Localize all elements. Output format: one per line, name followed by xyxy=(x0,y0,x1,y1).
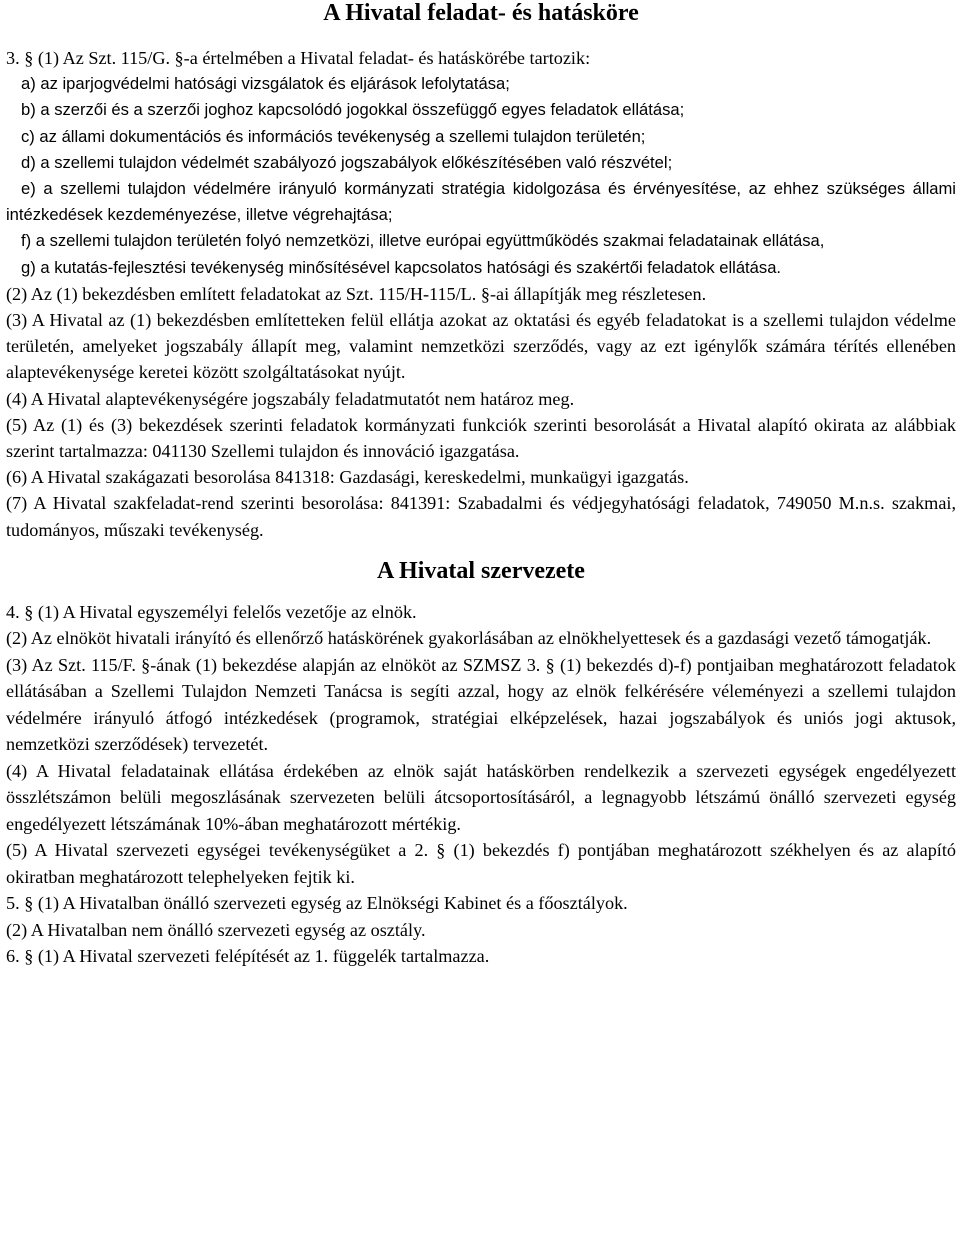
paragraph-6-1: 6. § (1) A Hivatal szervezeti felépítését az 1. függelék tartalmazza. xyxy=(6,946,490,967)
list-item-e: e) a szellemi tulajdon védelmére irányuló kormányzati stratégia kidolgozása és érvényesítése, az ehhez szükséges állami intézkedések kezdeményezése, illetve végrehajtása; xyxy=(6,179,956,225)
paragraph-3-7: (7) A Hivatal szakfeladat-rend szerinti besorolása: 841391: Szabadalmi és védjegyhatósági feladatok, 749050 M.n.s. szakmai, tudományos, műszaki tevékenység. xyxy=(6,493,956,540)
paragraph-4-5: (5) A Hivatal szervezeti egységei tevékenységüket a 2. § (1) bekezdés f) pontjában meghatározott székhelyen és az alapító okiratban meghatározott telephelyeken fejtik ki. xyxy=(6,840,956,887)
paragraph-3-2: (2) Az (1) bekezdésben említett feladatokat az Szt. 115/H-115/L. §-ai állapítják meg részletesen. xyxy=(6,283,707,304)
paragraph-4-2: (2) Az elnököt hivatali irányító és ellenőrző hatáskörének gyakorlásában az elnökhelyettesek és a gazdasági vezető támogatják. xyxy=(6,628,932,649)
paragraph-3-4: (4) A Hivatal alaptevékenységére jogszabály feladatmutatót nem határoz meg. xyxy=(6,388,575,409)
paragraph-5-1: 5. § (1) A Hivatalban önálló szervezeti egység az Elnökségi Kabinet és a főosztályok. xyxy=(6,893,628,914)
paragraph-5-2: (2) A Hivatalban nem önálló szervezeti egység az osztály. xyxy=(6,919,426,940)
list-item-g: g) a kutatás-fejlesztési tevékenység minősítésével kapcsolatos hatósági és szakértői feladatok ellátása. xyxy=(21,257,782,277)
section-szervezet xyxy=(6,599,956,970)
paragraph-4-3: (3) Az Szt. 115/F. §-ának (1) bekezdése alapján az elnököt az SZMSZ 3. § (1) bekezdés d)-f) pontjaiban meghatározott feladatok ellátásában a Szellemi Tulajdon Nemzeti Tanácsa is segíti azzal, hogy az elnök felkérésére véleményezi a szellemi tulajdon védelmére irányuló átfogó intézkedések (programok, stratégiai elképzelések, hazai jogszabályok és uniós jogi aktusok, nemzetközi szerződések) tervezetét. xyxy=(6,654,956,755)
list-item-f: f) a szellemi tulajdon területén folyó nemzetközi, illetve európai együttműködés szakmai feladatainak ellátása, xyxy=(21,231,825,251)
section-title-szervezet: A Hivatal szervezete xyxy=(377,557,585,584)
paragraph-3-6: (6) A Hivatal szakágazati besorolása 841318: Gazdasági, kereskedelmi, munkaügyi igazgatás. xyxy=(6,467,689,488)
list-item-d: d) a szellemi tulajdon védelmét szabályozó jogszabályok előkészítésében való részvétel; xyxy=(21,152,673,172)
paragraph-3-3: (3) A Hivatal az (1) bekezdésben említetteken felül ellátja azokat az oktatási és egyéb feladatokat is a szellemi tulajdon védelme területén, amelyeket jogszabály állapít meg, valamint nemzetközi szerződés, vagy az ezt igénylők számára térítés ellenében alaptevékenysége keretei között szolgáltatásokat nyújt. xyxy=(6,310,956,383)
document-page xyxy=(6,0,956,970)
list-item-b: b) a szerzői és a szerzői joghoz kapcsolódó jogokkal összefüggő egyes feladatok ellátása; xyxy=(21,100,685,120)
paragraph-3-1-intro: 3. § (1) Az Szt. 115/G. §-a értelmében a Hivatal feladat- és hatáskörébe tartozik: xyxy=(6,48,591,68)
section-feladat-hataskor xyxy=(6,45,956,543)
paragraph-4-1: 4. § (1) A Hivatal egyszemélyi felelős vezetője az elnök. xyxy=(6,601,417,622)
list-item-c: c) az állami dokumentációs és információs tevékenység a szellemi tulajdon területén; xyxy=(21,126,646,146)
list-item-a: a) az iparjogvédelmi hatósági vizsgálatok és eljárások lefolytatása; xyxy=(21,74,510,94)
section-title-feladat-hataskor: A Hivatal feladat- és hatásköre xyxy=(323,0,639,26)
paragraph-4-4: (4) A Hivatal feladatainak ellátása érdekében az elnök saját hatáskörben rendelkezik a szervezeti egységek engedélyezett összlétszámon belüli megoszlásának szervezeten belüli átcsoportosításáról, a legnagyobb létszámú önálló szervezeti egység engedélyezett létszámának 10%-ában meghatározott mértékig. xyxy=(6,760,956,834)
paragraph-3-5: (5) Az (1) és (3) bekezdések szerinti feladatok kormányzati funkciók szerinti besorolását a Hivatal alapító okirata az alábbiak szerint tartalmazza: 041130 Szellemi tulajdon és innováció igazgatása. xyxy=(6,414,956,462)
